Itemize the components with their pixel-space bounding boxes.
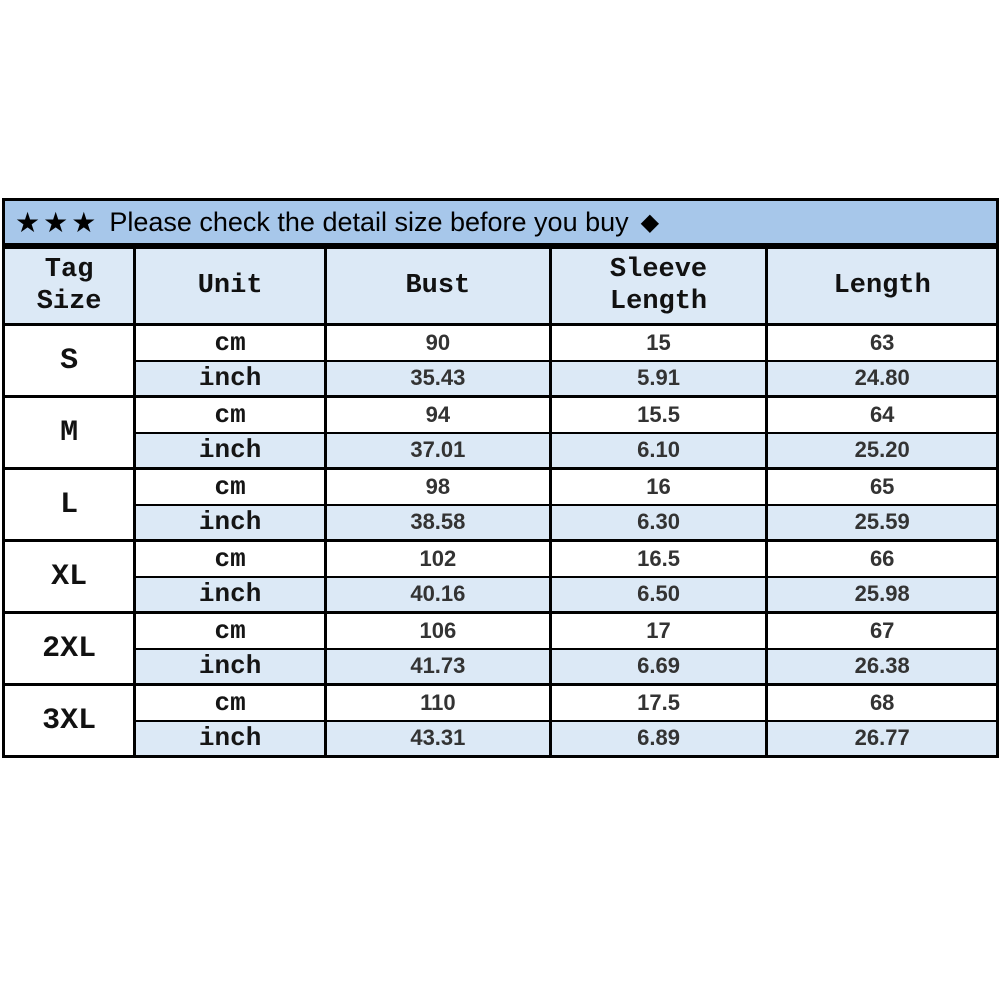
sleeve-value: 6.10 — [550, 433, 767, 469]
unit-label-cm: cm — [135, 325, 326, 361]
size-label: 2XL — [4, 613, 135, 685]
banner — [2, 198, 999, 246]
diamond-icon: ◆ — [640, 208, 660, 236]
stars-icon: ★★★ — [15, 206, 100, 238]
length-value: 63 — [767, 325, 998, 361]
banner-text: Please check the detail size before you buy — [109, 206, 629, 237]
bust-value: 38.58 — [326, 505, 551, 541]
length-value: 26.38 — [767, 649, 998, 685]
size-chart — [2, 198, 999, 758]
table-row — [4, 505, 998, 541]
bust-value: 43.31 — [326, 721, 551, 757]
sleeve-value: 6.89 — [550, 721, 767, 757]
unit-label-inch: inch — [135, 505, 326, 541]
table-row — [4, 577, 998, 613]
bust-value: 106 — [326, 613, 551, 649]
table-row — [4, 361, 998, 397]
size-label: 3XL — [4, 685, 135, 757]
bust-value: 90 — [326, 325, 551, 361]
table-row — [4, 433, 998, 469]
sleeve-value: 16.5 — [550, 541, 767, 577]
bust-value: 40.16 — [326, 577, 551, 613]
length-value: 24.80 — [767, 361, 998, 397]
sleeve-value: 17.5 — [550, 685, 767, 721]
bust-value: 35.43 — [326, 361, 551, 397]
length-value: 67 — [767, 613, 998, 649]
sleeve-value: 6.69 — [550, 649, 767, 685]
table-row — [4, 397, 998, 433]
length-value: 68 — [767, 685, 998, 721]
bust-value: 110 — [326, 685, 551, 721]
length-value: 25.98 — [767, 577, 998, 613]
length-value: 64 — [767, 397, 998, 433]
sleeve-value: 6.50 — [550, 577, 767, 613]
bust-value: 102 — [326, 541, 551, 577]
sleeve-value: 15 — [550, 325, 767, 361]
table-row — [4, 721, 998, 757]
sleeve-header-line2: Length — [609, 287, 708, 317]
table-row — [4, 613, 998, 649]
sleeve-value: 5.91 — [550, 361, 767, 397]
unit-label-cm: cm — [135, 397, 326, 433]
sleeve-value: 16 — [550, 469, 767, 505]
length-value: 25.20 — [767, 433, 998, 469]
table-header — [4, 248, 998, 325]
bust-value: 37.01 — [326, 433, 551, 469]
size-label: L — [4, 469, 135, 541]
bust-value: 94 — [326, 397, 551, 433]
bust-value: 98 — [326, 469, 551, 505]
table-row — [4, 541, 998, 577]
column-header-bust: Bust — [326, 248, 551, 325]
sleeve-header-line1: Sleeve — [609, 254, 708, 285]
table-row — [4, 469, 998, 505]
unit-label-inch: inch — [135, 361, 326, 397]
unit-label-inch: inch — [135, 721, 326, 757]
length-value: 65 — [767, 469, 998, 505]
length-value: 26.77 — [767, 721, 998, 757]
column-header-length: Length — [767, 248, 998, 325]
unit-label-inch: inch — [135, 649, 326, 685]
unit-label-cm: cm — [135, 613, 326, 649]
sleeve-value: 6.30 — [550, 505, 767, 541]
unit-label-inch: inch — [135, 433, 326, 469]
table-row — [4, 649, 998, 685]
unit-label-cm: cm — [135, 541, 326, 577]
length-value: 66 — [767, 541, 998, 577]
column-header-tag-size: Tag Size — [4, 248, 135, 325]
sleeve-value: 15.5 — [550, 397, 767, 433]
unit-label-cm: cm — [135, 469, 326, 505]
bust-value: 41.73 — [326, 649, 551, 685]
size-label: XL — [4, 541, 135, 613]
length-value: 25.59 — [767, 505, 998, 541]
column-header-unit: Unit — [135, 248, 326, 325]
size-table — [2, 246, 999, 758]
sleeve-value: 17 — [550, 613, 767, 649]
table-row — [4, 685, 998, 721]
size-label: M — [4, 397, 135, 469]
unit-label-cm: cm — [135, 685, 326, 721]
unit-label-inch: inch — [135, 577, 326, 613]
table-row — [4, 325, 998, 361]
size-label: S — [4, 325, 135, 397]
column-header-sleeve-length — [550, 248, 767, 325]
